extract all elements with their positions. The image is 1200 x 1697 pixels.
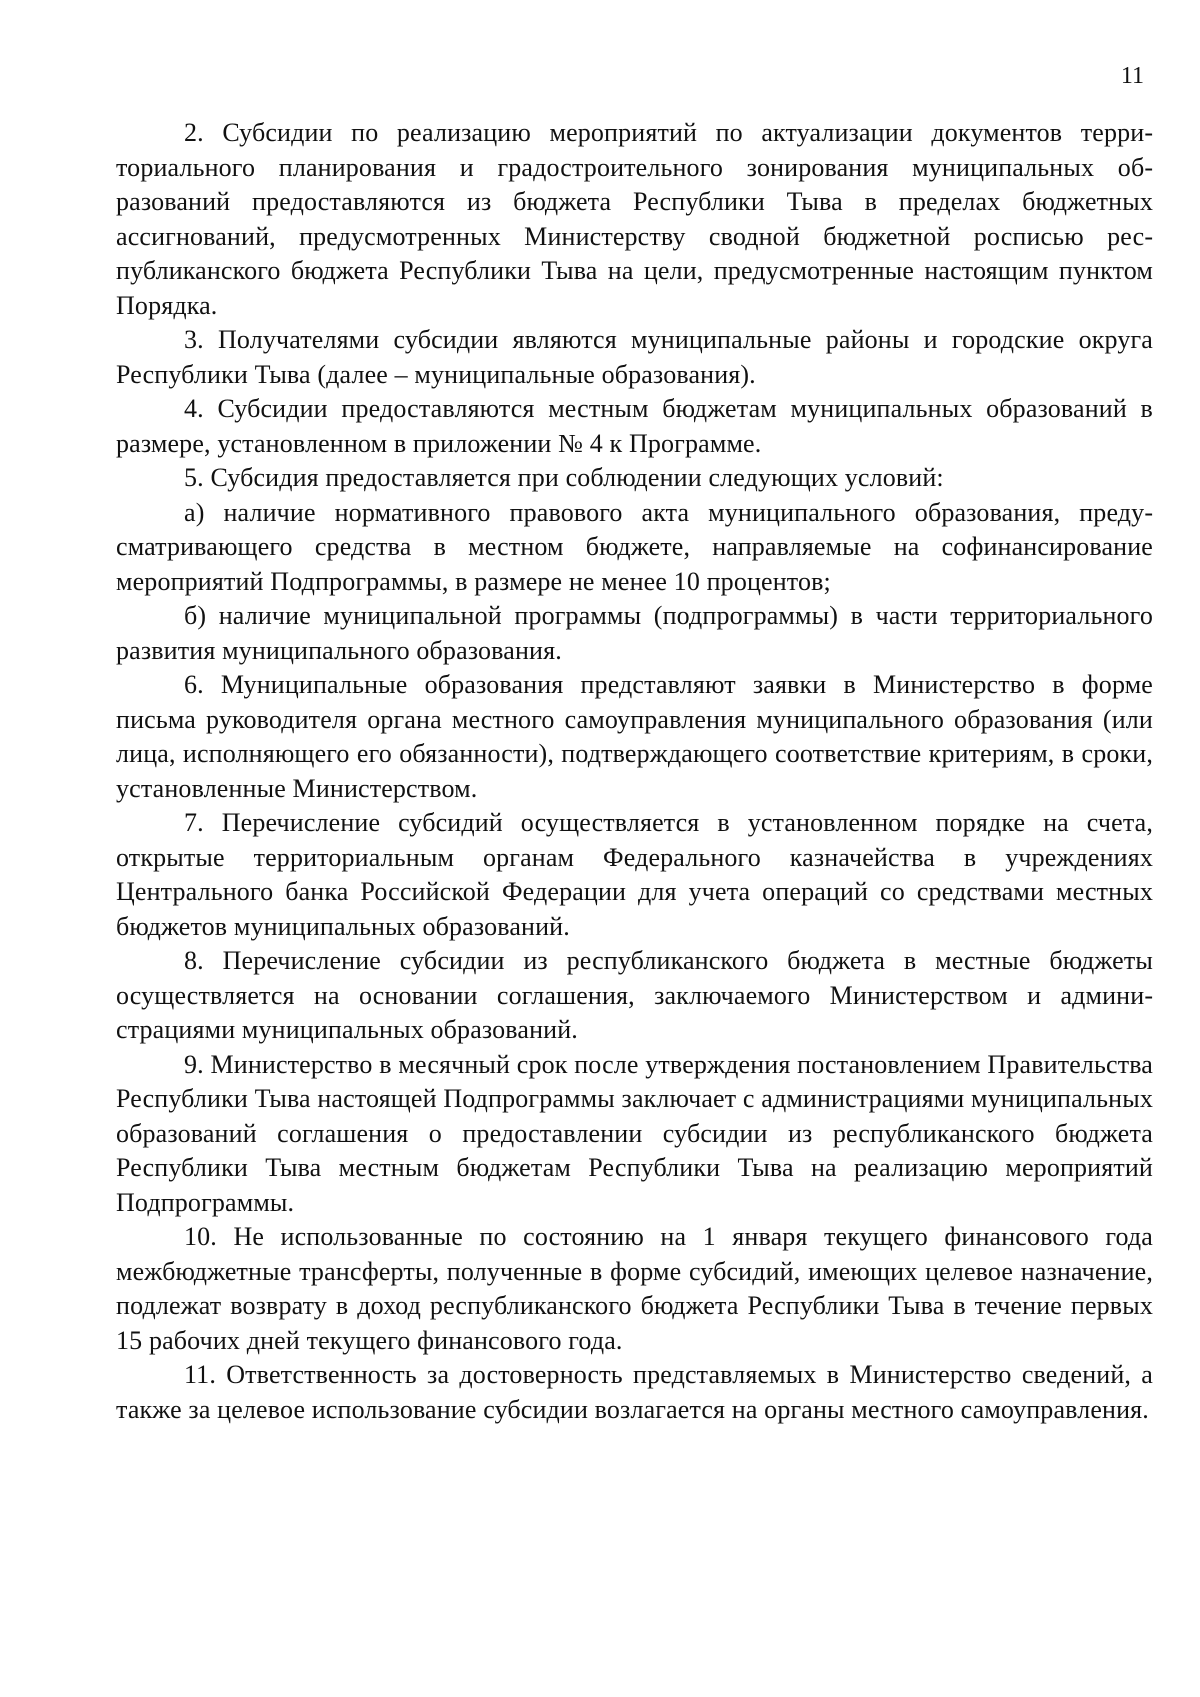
document-body — [116, 116, 1153, 1427]
page-number: 11 — [1120, 63, 1144, 89]
paragraph-item-9: 9. Министерство в месячный срок после утверждения постановлением Правительства Республики Тыва настоящей Подпрограммы заключает с администрациями муниципальных образований соглашения о предоставлении субсидии из республиканского бюджета Республики Тыва местным бюджетам Республики Тыва на реализацию мероприятий Подпрограммы. — [116, 1049, 1153, 1217]
paragraph-item-3: 3. Получателями субсидии являются муниципальные районы и городские округа Республики Тыва (далее – муниципальные образования). — [116, 325, 1153, 389]
paragraph-subitem-b: б) наличие муниципальной программы (подпрограммы) в части территориального развития муниципального образования. — [116, 601, 1153, 665]
paragraph-item-10: 10. Не использованные по состоянию на 1 января текущего финансового года межбюджетные трансферты, полученные в форме субсидий, имеющих целевое назначение, подлежат возврату в доход республиканского бюджета Республики Тыва в течение первых 15 рабочих дней текущего финансового года. — [116, 1222, 1153, 1355]
paragraph-item-11: 11. Ответственность за достоверность представляемых в Министерство сведений, а также за целевое использование субсидии возлагается на органы местного самоуправления. — [116, 1360, 1153, 1424]
paragraph-item-7: 7. Перечисление субсидий осуществляется в установленном порядке на счета, открытые территориальным органам Федерального казначейства в учреждениях Центрального банка Российской Федерации для учета операций со средствами местных бюджетов муниципальных образований. — [116, 808, 1153, 941]
paragraph-item-8: 8. Перечисление субсидии из республиканского бюджета в местные бюджеты осуществляется на основании соглашения, заключаемого Министерством и администрациями муниципальных образований. — [116, 946, 1153, 1044]
paragraph-item-4: 4. Субсидии предоставляются местным бюджетам муниципальных образований в размере, установленном в приложении № 4 к Программе. — [116, 394, 1153, 458]
paragraph-item-2: 2. Субсидии по реализацию мероприятий по актуализации документов территориального планирования и градостроительного зонирования муниципальных образований предоставляются из бюджета Республики Тыва в пределах бюджетных ассигнований, предусмотренных Министерству сводной бюджетной росписью республиканского бюджета Республики Тыва на цели, предусмотренные настоящим пунктом Порядка. — [116, 118, 1153, 320]
paragraph-subitem-a: а) наличие нормативного правового акта муниципального образования, предусматривающего средства в местном бюджете, направляемые на софинансирование мероприятий Подпрограммы, в размере не менее 10 процентов; — [116, 497, 1153, 596]
paragraph-item-6: 6. Муниципальные образования представляют заявки в Министерство в форме письма руководителя органа местного самоуправления муниципального образования (или лица, исполняющего его обязанности), подтверждающего соответствие критериям, в сроки, установленные Министерством. — [116, 670, 1153, 803]
paragraph-item-5: 5. Субсидия предоставляется при соблюдении следующих условий: — [184, 463, 944, 492]
